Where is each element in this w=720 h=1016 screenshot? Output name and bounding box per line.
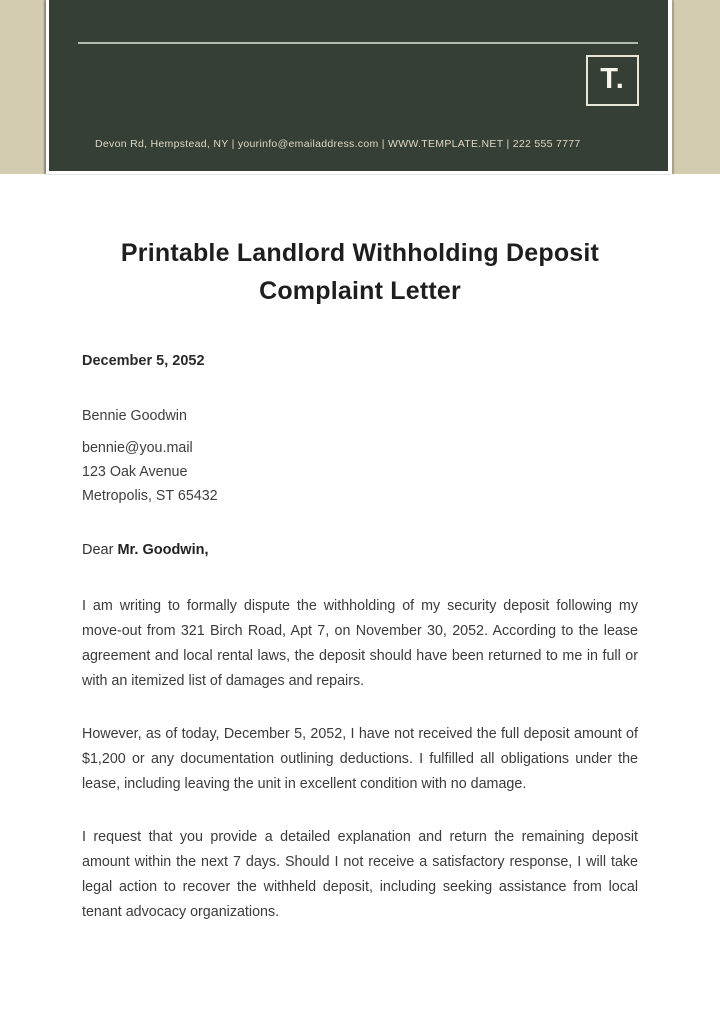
letter-body: [0, 174, 720, 925]
paragraph-2: However, as of today, December 5, 2052, I have not received the full deposit amount of $1,200 or any documentation outlining deductions. I fulfilled all obligations under the lease, including leaving the unit in excellent condition with no damage.: [82, 726, 638, 792]
sender-email: bennie@you.mail: [82, 440, 193, 456]
sender-name: Bennie Goodwin: [82, 408, 187, 424]
sender-contact-block: [82, 436, 638, 508]
salutation-recipient: Mr. Goodwin,: [117, 542, 209, 558]
letterhead-divider-line: [78, 42, 638, 44]
paragraph-1: I am writing to formally dispute the withholding of my security deposit following my move-out from 321 Birch Road, Apt 7, on November 30, 2052. According to the lease agreement and local rental laws, the deposit should have been returned to me in full or with an itemized list of damages and repairs.: [82, 598, 638, 689]
sender-address-line2: Metropolis, ST 65432: [82, 488, 218, 504]
template-logo-text: T.: [600, 62, 625, 95]
letter-title: Printable Landlord Withholding Deposit Complaint Letter: [120, 239, 600, 305]
letter-date: December 5, 2052: [82, 353, 205, 369]
page-top-strip: [46, 0, 672, 174]
sender-address-line1: 123 Oak Avenue: [82, 464, 188, 480]
template-logo: [586, 55, 639, 106]
paragraph-3: I request that you provide a detailed explanation and return the remaining deposit amount within the next 7 days. Should I not receive a satisfactory response, I will take legal action to recover the withheld deposit, including seeking assistance from local tenant advocacy organizations.: [82, 829, 638, 920]
letterhead: [49, 0, 668, 171]
salutation-prefix: Dear: [82, 542, 118, 558]
letterhead-contact-info: Devon Rd, Hempstead, NY | yourinfo@emailaddress.com | WWW.TEMPLATE.NET | 222 555 7777: [95, 138, 581, 150]
salutation: [82, 542, 638, 558]
